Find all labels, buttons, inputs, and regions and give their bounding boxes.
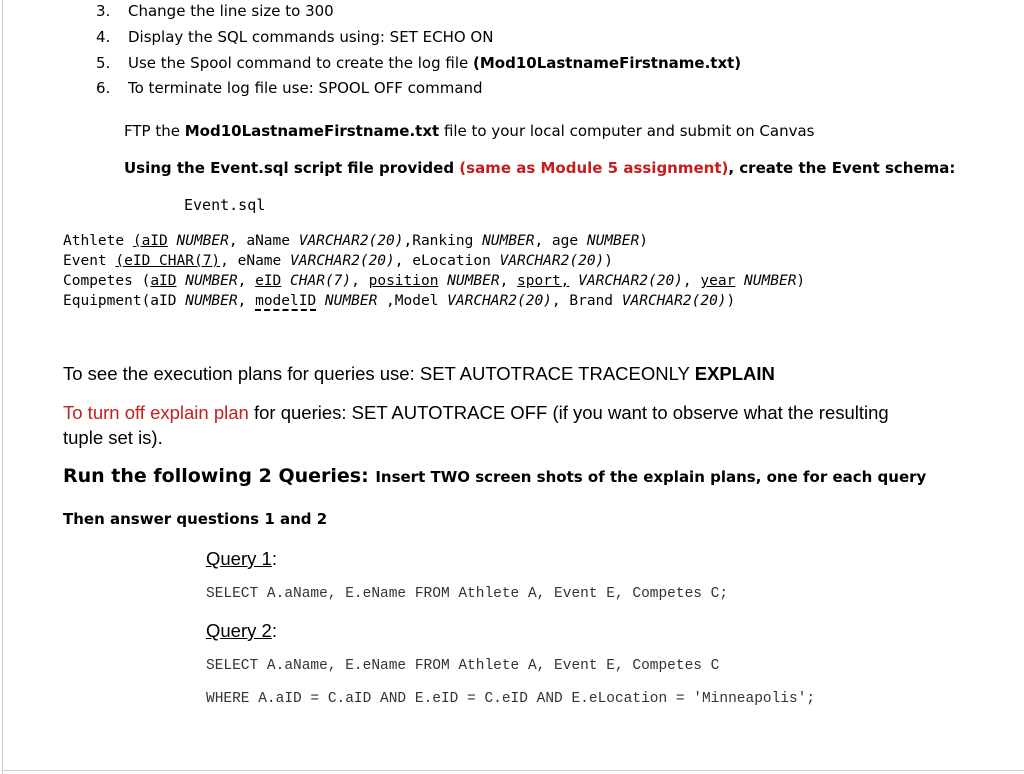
log-filename: (Mod10LastnameFirstname.txt) [473, 54, 742, 72]
query1-colon: : [271, 548, 277, 569]
schema-key: position [368, 273, 439, 289]
schema-key: aID [150, 273, 177, 289]
schema-token: ( [141, 273, 151, 289]
query1-label: Query 1 [206, 548, 272, 569]
query2-colon: : [271, 620, 277, 641]
schema-block [63, 231, 805, 311]
step-item [96, 79, 483, 97]
schema-token: , aName [228, 233, 299, 249]
explain-keyword: EXPLAIN [694, 363, 775, 384]
schema-competes [63, 271, 805, 291]
schema-type: VARCHAR2(20) [298, 233, 404, 249]
step-text: Use the Spool command to create the log file [128, 54, 473, 72]
schema-token: , [499, 273, 518, 289]
schema-type: NUMBER [176, 273, 238, 289]
page-border-bottom [2, 770, 1024, 771]
ftp-text-after: file to your local computer and submit on Canvas [439, 122, 815, 140]
schema-key: (eID CHAR(7) [115, 253, 221, 269]
schema-type: CHAR(7) [281, 273, 352, 289]
schema-token: ) [639, 233, 648, 249]
schema-type: VARCHAR2(20) [621, 293, 727, 309]
autotrace-off-continuation: tuple set is). [63, 427, 163, 448]
query2-label: Query 2 [206, 620, 272, 641]
event-script-instruction [124, 159, 955, 177]
schema-type: NUMBER [185, 293, 238, 309]
step-text: Display the SQL commands using: SET ECHO ON [128, 28, 494, 46]
schema-key: modelID [255, 293, 317, 309]
schema-token: , Brand [551, 293, 622, 309]
schema-type: NUMBER [167, 233, 229, 249]
autotrace-off-highlight: To turn off explain plan [63, 402, 249, 423]
autotrace-off-text: for queries: SET AUTOTRACE OFF (if you want to observe what the resulting [248, 402, 889, 423]
schema-type: NUMBER [482, 233, 535, 249]
schema-athlete [63, 231, 805, 251]
script-filename: Event.sql [184, 196, 266, 214]
run-queries-title: Run the following 2 Queries: [63, 465, 376, 487]
event-script-text: Using the Event.sql script file provided [124, 159, 460, 177]
schema-token: (aID [132, 233, 168, 249]
schema-token: , [351, 273, 369, 289]
schema-key: year [700, 273, 736, 289]
schema-token: (aID [141, 293, 186, 309]
table-name: Event [63, 253, 116, 269]
schema-type: NUMBER [586, 233, 640, 249]
ftp-text: FTP the [124, 122, 185, 140]
explain-text: To see the execution plans for queries use: SET AUTOTRACE TRACEONLY [63, 363, 695, 384]
step-number: 4. [96, 28, 111, 46]
run-queries-heading [63, 465, 926, 487]
schema-token: , [237, 293, 256, 309]
module-reference: (same as Module 5 assignment) [459, 159, 729, 177]
schema-event [63, 251, 805, 271]
schema-token: ) [726, 293, 736, 309]
query2-sql-line1: SELECT A.aName, E.eName FROM Athlete A, Event E, Competes C [206, 658, 720, 674]
ftp-instruction [124, 122, 814, 140]
step-item [96, 2, 334, 20]
step-text: Change the line size to 300 [128, 2, 334, 20]
event-script-text-after: , create the Event schema: [728, 159, 956, 177]
table-name: Competes [63, 273, 142, 289]
schema-token: ,Model [377, 293, 448, 309]
step-item [96, 28, 493, 46]
schema-type: NUMBER [438, 273, 500, 289]
step-number: 5. [96, 54, 111, 72]
schema-equipment [63, 291, 805, 311]
query1-sql: SELECT A.aName, E.eName FROM Athlete A, Event E, Competes C; [206, 586, 729, 602]
table-name: Equipment [63, 293, 142, 309]
step-text: To terminate log file use: SPOOL OFF command [128, 79, 483, 97]
schema-token: ,Ranking [403, 233, 483, 249]
query2-heading [206, 620, 277, 642]
query1-heading [206, 548, 277, 570]
schema-type: VARCHAR2(20) [447, 293, 552, 309]
schema-token: , eName [220, 253, 290, 269]
schema-token: , [237, 273, 256, 289]
schema-token: , eLocation [394, 253, 500, 269]
schema-token: ) [604, 253, 614, 269]
step-number: 3. [96, 2, 111, 20]
autotrace-off-instruction [63, 402, 889, 424]
schema-token: , age [534, 233, 587, 249]
page-border-left [2, 0, 3, 774]
query2-sql-line2: WHERE A.aID = C.aID AND E.eID = C.eID AND E.eLocation = 'Minneapolis'; [206, 691, 816, 707]
schema-key: sport, [517, 273, 570, 289]
schema-type: NUMBER [316, 293, 378, 309]
schema-key: eID [255, 273, 282, 289]
ftp-filename: Mod10LastnameFirstname.txt [184, 122, 440, 140]
table-name: Athlete [63, 233, 133, 249]
schema-type: VARCHAR2(20) [290, 253, 395, 269]
then-answer-instruction: Then answer questions 1 and 2 [63, 510, 328, 528]
schema-token: ) [796, 273, 806, 289]
step-item [96, 54, 741, 72]
schema-token [569, 273, 578, 289]
explain-instruction [63, 363, 775, 385]
step-number: 6. [96, 79, 111, 97]
schema-token: , [682, 273, 701, 289]
run-queries-note: Insert TWO screen shots of the explain plans, one for each query [375, 468, 927, 486]
schema-type: NUMBER [735, 273, 797, 289]
schema-type: VARCHAR2(20) [578, 273, 683, 289]
schema-type: VARCHAR2(20) [499, 253, 605, 269]
